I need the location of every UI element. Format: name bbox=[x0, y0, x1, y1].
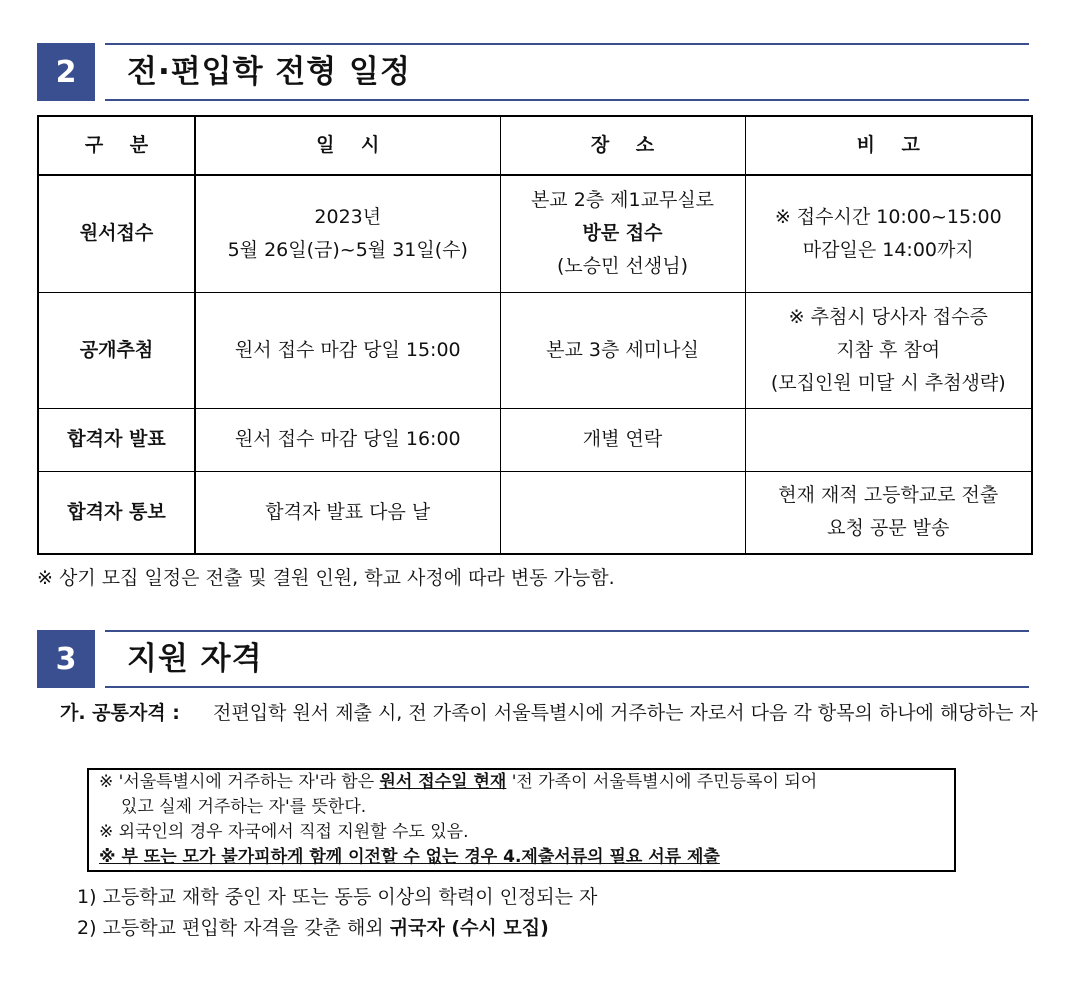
note-line-emphasis: ※ 부 또는 모가 불가피하게 함께 이전할 수 없는 경우 4.제출서류의 필요 서류 제출 bbox=[99, 847, 720, 867]
cell-remarks bbox=[745, 408, 1032, 471]
cell-datetime: 원서 접수 마감 당일 15:00 bbox=[195, 292, 500, 408]
requirement-label: 가. 공통자격 : bbox=[60, 702, 180, 724]
section-title: 전·편입학 전형 일정 bbox=[127, 54, 411, 90]
row-label: 합격자 통보 bbox=[38, 471, 195, 554]
col-header-place: 장 소 bbox=[500, 116, 745, 175]
table-row bbox=[38, 471, 1032, 554]
cell-line: 본교 2층 제1교무실로 bbox=[530, 189, 715, 212]
list-item-text: 2) 고등학교 편입학 자격을 갖춘 해외 bbox=[77, 917, 390, 939]
section-rule-bottom bbox=[105, 686, 1029, 688]
note-emphasis: 원서 접수일 현재 bbox=[379, 772, 507, 792]
note-line: ※ 외국인의 경우 자국에서 직접 지원할 수도 있음. bbox=[99, 822, 469, 842]
cell-place: 개별 연락 bbox=[500, 408, 745, 471]
list-item-bold: 귀국자 (수시 모집) bbox=[389, 917, 549, 939]
schedule-footnote: ※ 상기 모집 일정은 전출 및 결원 인원, 학교 사정에 따라 변동 가능함. bbox=[37, 567, 615, 589]
cell-remarks bbox=[745, 471, 1032, 554]
section-3-header bbox=[37, 630, 1029, 688]
cell-line: ※ 추첨시 당사자 접수증 bbox=[788, 305, 988, 328]
table-row bbox=[38, 175, 1032, 292]
cell-place: 본교 3층 세미나실 bbox=[500, 292, 745, 408]
cell-line: 지참 후 참여 bbox=[836, 338, 941, 361]
cell-place bbox=[500, 471, 745, 554]
notes-box bbox=[87, 768, 956, 872]
cell-line: 현재 재적 고등학교로 전출 bbox=[778, 484, 999, 507]
cell-line: 요청 공문 발송 bbox=[827, 517, 950, 540]
cell-datetime: 원서 접수 마감 당일 16:00 bbox=[195, 408, 500, 471]
section-2-header bbox=[37, 43, 1029, 101]
section-number-badge: 3 bbox=[37, 630, 95, 688]
col-header-category: 구 분 bbox=[38, 116, 195, 175]
table-row bbox=[38, 292, 1032, 408]
note-text: ※ '서울특별시에 거주하는 자'라 함은 bbox=[99, 772, 380, 792]
cell-line: ※ 접수시간 10:00~15:00 bbox=[774, 205, 1002, 228]
section-title: 지원 자격 bbox=[127, 641, 263, 677]
list-item: 1) 고등학교 재학 중인 자 또는 동등 이상의 학력이 인정되는 자 bbox=[77, 886, 598, 908]
table-header-row bbox=[38, 116, 1032, 175]
cell-line: 5월 26일(금)~5월 31일(수) bbox=[227, 238, 468, 261]
schedule-table bbox=[37, 115, 1033, 555]
requirement-list bbox=[77, 882, 597, 944]
cell-line: 2023년 bbox=[314, 205, 382, 228]
section-rule-bottom bbox=[105, 99, 1029, 101]
row-label: 원서접수 bbox=[38, 175, 195, 292]
col-header-datetime: 일 시 bbox=[195, 116, 500, 175]
note-text: '전 가족이 서울특별시에 주민등록이 되어 bbox=[506, 772, 818, 792]
cell-remarks bbox=[745, 292, 1032, 408]
section-number-badge: 2 bbox=[37, 43, 95, 101]
note-line bbox=[99, 770, 944, 795]
cell-remarks bbox=[745, 175, 1032, 292]
cell-line: (모집인원 미달 시 추첨생략) bbox=[770, 371, 1006, 394]
requirement-text: 전편입학 원서 제출 시, 전 가족이 서울특별시에 거주하는 자로서 다음 각 항목의 하나에 해당하는 자 bbox=[213, 702, 1038, 724]
cell-place bbox=[500, 175, 745, 292]
list-item bbox=[77, 913, 597, 944]
cell-line: (노승민 선생님) bbox=[557, 255, 688, 278]
table-row bbox=[38, 408, 1032, 471]
cell-line-bold: 방문 접수 bbox=[582, 222, 663, 245]
cell-line: 마감일은 14:00까지 bbox=[802, 238, 974, 261]
col-header-remarks: 비 고 bbox=[745, 116, 1032, 175]
row-label: 합격자 발표 bbox=[38, 408, 195, 471]
note-line: 있고 실제 거주하는 자'를 뜻한다. bbox=[121, 797, 367, 817]
cell-datetime: 합격자 발표 다음 날 bbox=[195, 471, 500, 554]
row-label: 공개추첨 bbox=[38, 292, 195, 408]
cell-datetime bbox=[195, 175, 500, 292]
